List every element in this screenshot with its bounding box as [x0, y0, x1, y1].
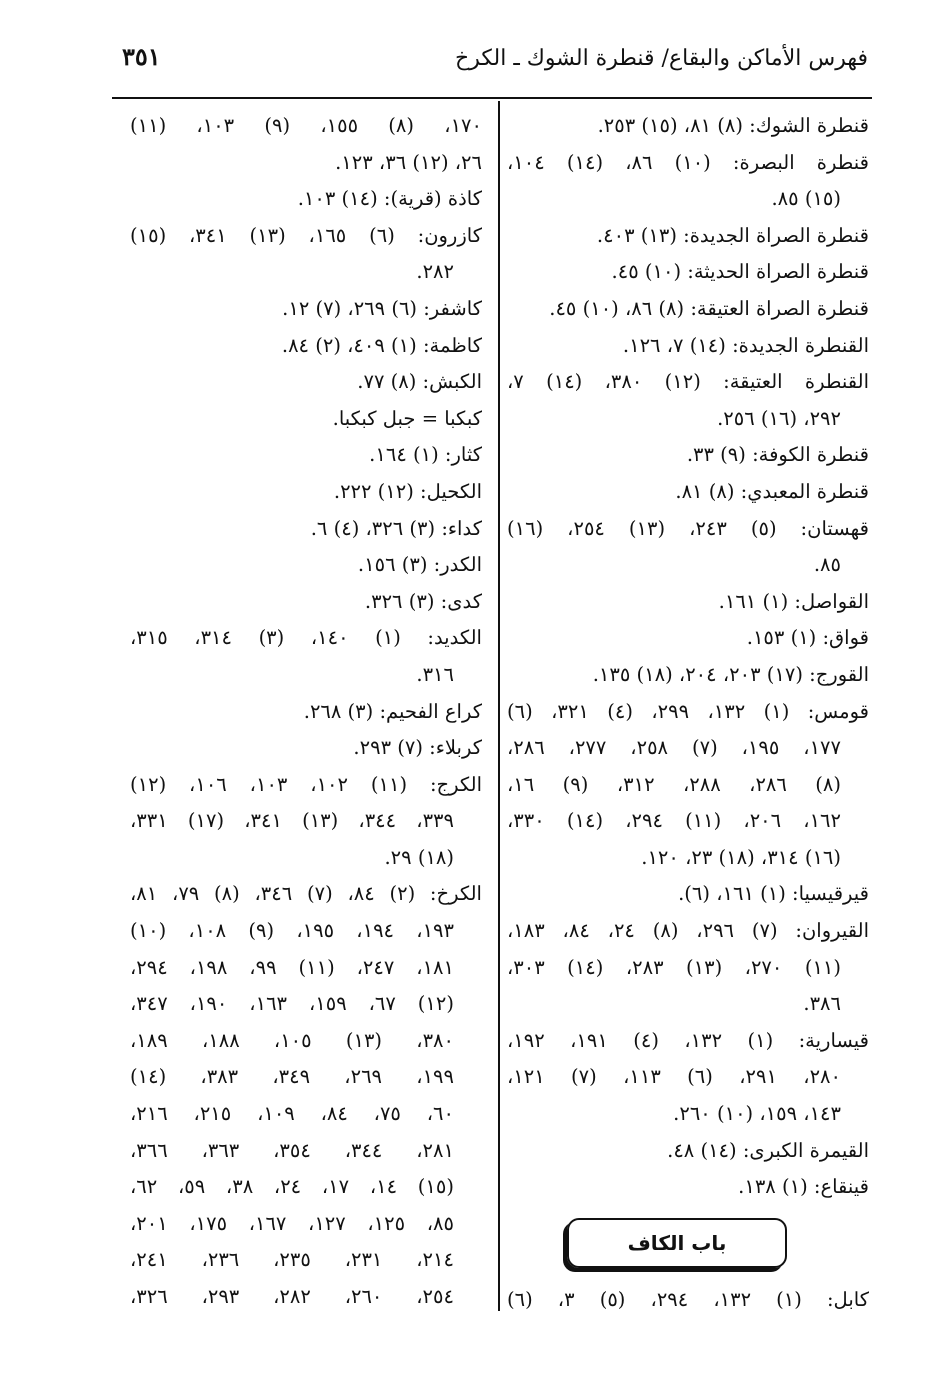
index-entry-line: ١٩٣، ١٩٤، ١٩٥، (٩) ١٠٨، (١٠)	[130, 919, 454, 943]
index-entry-line: قنطرة الصراة الحديثة: (١٠) ٤٥.	[611, 260, 869, 284]
index-entry-line: ٢٨٢.	[416, 260, 454, 284]
index-entry-line: الكرخ: (٢) ٨٤، (٧) ٣٤٦، (٨) ٧٩، ٨١،	[130, 882, 482, 906]
index-entry-line: قينقاع: (١) ١٣٨.	[738, 1175, 869, 1199]
index-entry-line: الكديد: (١) ١٤٠، (٣) ٣١٤، ٣١٥،	[130, 626, 482, 650]
index-entry-line: ٢٩٢، (١٦) ٢٥٦.	[717, 406, 841, 430]
index-entry-line: ٢٦، (١٢) ٣٦، ١٢٣.	[335, 150, 482, 174]
index-entry-line: ٢٥٤، ٢٦٠، ٢٨٢، ٢٩٣، ٣٢٦،	[130, 1285, 454, 1308]
index-entry-line: كبكبا = جبل كبكبا.	[332, 406, 482, 430]
index-entry-line: قنطرة المعبدي: (٨) ٨١.	[675, 479, 869, 503]
index-entry-line: القيروان: (٧) ٢٩٦، (٨) ٢٤، ٨٤، ١٨٣،	[507, 919, 869, 943]
header-rule	[112, 97, 872, 99]
index-entry-line: ٣٨٠، (١٣) ١٠٥، ١٨٨، ١٨٩،	[130, 1028, 454, 1052]
index-entry-line: ١٨١، ٢٤٧، (١١) ٩٩، ١٩٨، ٢٩٤،	[130, 955, 454, 979]
section-heading: باب الكاف	[567, 1218, 787, 1268]
index-entry-line: ٨٥، ١٢٥، ١٢٧، ١٦٧، ١٧٥، ٢٠١،	[130, 1211, 454, 1235]
index-entry-line: كاذة (قرية): (١٤) ١٠٣.	[297, 187, 482, 211]
index-entry-line: قواق: (١) ١٥٣.	[746, 626, 869, 650]
index-entry-line: قنطرة الصراة الجديدة: (١٣) ٤٠٣.	[596, 223, 869, 247]
index-entry-line: الكبش: (٨) ٧٧.	[357, 370, 482, 394]
index-entry-line: قيسارية: (١) ١٣٢، (٤) ١٩١، ١٩٢،	[507, 1028, 869, 1052]
index-entry-line: ٦٠، ٧٥، ٨٤، ١٠٩، ٢١٥، ٢١٦،	[130, 1102, 454, 1126]
index-entry-line: (٨) ٢٨٦، ٢٨٨، ٣١٢، (٩) ١٦،	[507, 772, 841, 796]
index-entry-line: كراع الفحيم: (٣) ٢٦٨.	[303, 699, 482, 723]
index-entry-line: الكرج: (١١) ١٠٢، ١٠٣، ١٠٦، (١٢)	[130, 772, 482, 796]
index-entry-line: الكحيل: (١٢) ٢٢٢.	[333, 479, 482, 503]
index-entry-line: قومس: (١) ١٣٢، ٢٩٩، (٤) ٣٢١، (٦)	[507, 699, 869, 723]
index-entry-line: كثار: (١) ١٦٤.	[369, 443, 482, 467]
index-entry-line: ٢٨١، ٣٤٤، ٣٥٤، ٣٦٣، ٣٦٦،	[130, 1138, 454, 1162]
index-entry-line: ٣٣٩، ٣٤٤، (١٣) ٣٤١، (١٧) ٣٣١،	[130, 809, 454, 833]
index-entry-line: كاظمة: (١) ٤٠٩، (٢) ٨٤.	[281, 333, 482, 357]
index-entry-line: ٣١٦.	[416, 662, 454, 686]
index-entry-line: القيمرة الكبرى: (١٤) ٤٨.	[667, 1138, 869, 1162]
left-column	[130, 108, 482, 1316]
index-entry-line: كابل: (١) ١٣٢، ٢٩٤، (٥) ٣، (٦)	[507, 1287, 869, 1311]
index-entry-line: (١١) ٢٧٠، (١٣) ٢٨٣، (١٤) ٣٠٣،	[507, 955, 842, 979]
index-entry-line: القنطرة العتيقة: (١٢) ٣٨٠، (١٤) ٧،	[507, 370, 869, 394]
index-entry-line: القورج: (١٧) ٢٠٣، ٢٠٤، (١٨) ١٣٥.	[592, 662, 869, 686]
right-column	[507, 108, 869, 1318]
index-entry-line: قهستان: (٥) ٢٤٣، (١٣) ٢٥٤، (١٦)	[507, 516, 869, 540]
index-entry-line: ١٧٠، (٨) ١٥٥، (٩) ١٠٣، (١١)	[130, 114, 482, 137]
section-heading-wrap	[507, 1206, 869, 1282]
index-entry-line: (١٦) ٣١٤، (١٨) ٢٣، ١٢٠.	[641, 845, 841, 869]
index-entry-line: قنطرة الكوفة: (٩) ٣٣.	[686, 443, 869, 467]
index-entry-line: (١٥) ١٤، ١٧، ٢٤، ٣٨، ٥٩، ٦٢،	[130, 1175, 454, 1199]
index-entry-line: قيرقيسيا: (١) ١٦١، (٦).	[678, 882, 869, 906]
index-entry-line: ١٦٢، ٢٠٦، (١١) ٢٩٤، (١٤) ٣٣٠،	[507, 809, 841, 833]
page-number: ٣٥١	[122, 42, 161, 71]
index-entry-line: ١٤٣، ١٥٩، (١٠) ٢٦٠.	[673, 1102, 841, 1126]
index-entry-line: كداء: (٣) ٣٢٦، (٤) ٦.	[310, 516, 482, 540]
index-entry-line: القنطرة الجديدة: (١٤) ٧، ١٢٦.	[622, 333, 869, 357]
index-entry-line: (١٢) ٦٧، ١٥٩، ١٦٣، ١٩٠، ٣٤٧،	[130, 992, 454, 1016]
column-divider	[498, 101, 500, 1311]
index-entry-line: قنطرة الصراة العتيقة: (٨) ٨٦، (١٠) ٤٥.	[549, 296, 869, 320]
index-entry-line: (١٨) ٢٩.	[384, 845, 454, 869]
index-entry-line: (١٥) ٨٥.	[771, 187, 841, 211]
index-entry-line: القواصل: (١) ١٦١.	[718, 589, 869, 613]
index-entry-line: ١٩٩، ٢٦٩، ٣٤٩، ٣٨٣، (١٤)	[130, 1065, 454, 1089]
index-entry-line: كدى: (٣) ٣٢٦.	[364, 589, 482, 613]
index-entry-line: الكدر: (٣) ١٥٦.	[357, 553, 482, 577]
index-entry-line: ٨٥.	[813, 553, 841, 577]
index-entry-line: ٣٨٦.	[803, 992, 841, 1016]
index-entry-line: ٢١٤، ٢٣١، ٢٣٥، ٢٣٦، ٢٤١،	[130, 1248, 454, 1272]
index-entry-line: ٢٨٠، ٢٩١، (٦) ١١٣، (٧) ١٢١،	[507, 1065, 841, 1089]
index-entry-line: كازرون: (٦) ١٦٥، (١٣) ٣٤١، (١٥)	[130, 223, 482, 247]
index-entry-line: ١٧٧، ١٩٥، (٧) ٢٥٨، ٢٧٧، ٢٨٦،	[507, 736, 841, 760]
page-header	[112, 40, 868, 94]
index-entry-line: قنطرة الشوك: (٨) ٨١، (١٥) ٢٥٣.	[597, 114, 869, 137]
index-entry-line: كاشفر: (٦) ٢٦٩، (٧) ١٢.	[282, 296, 482, 320]
index-entry-line: قنطرة البصرة: (١٠) ٨٦، (١٤) ١٠٤،	[507, 150, 869, 174]
running-head-title: فهرس الأماكن والبقاع/ قنطرة الشوك ـ الكرخ	[455, 46, 868, 71]
index-entry-line: كربلاء: (٧) ٢٩٣.	[353, 736, 482, 760]
